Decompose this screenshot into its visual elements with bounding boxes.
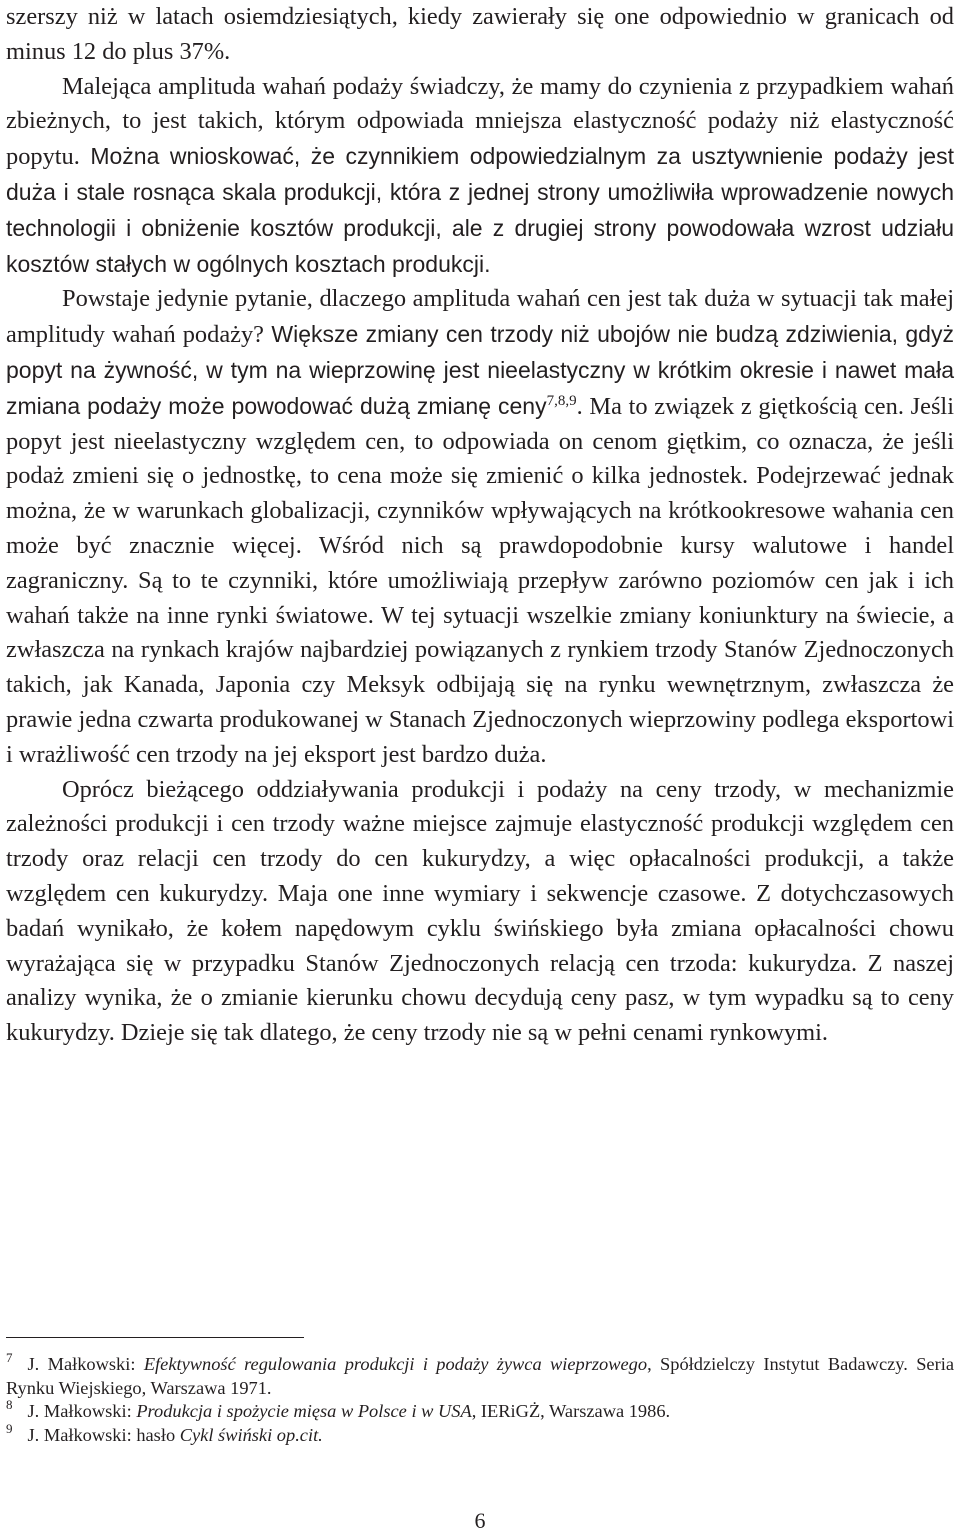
body-text	[6, 0, 954, 1051]
footnote-number: 9	[6, 1420, 13, 1436]
footnote-author: J. Małkowski:	[27, 1354, 144, 1374]
footnote-7	[6, 1350, 954, 1400]
footnote-rest: , Spółdzielczy Instytut Badawczy. Seria Rynku Wiejskiego, Warszawa 1971.	[6, 1354, 954, 1398]
page-number: 6	[474, 1508, 486, 1533]
paragraph-supply-amplitude	[6, 70, 954, 283]
paragraph-text: Powstaje jedynie pytanie, dlaczego amplituda wahań cen jest tak duża w sytuacji tak małej amplitudy wahań podaży?	[6, 285, 954, 349]
paragraph-text: Malejąca amplituda wahań podaży świadczy, że mamy do czynienia z przypadkiem wahań zbieżnych, to jest takich, którym odpowiada mniejsza elastyczność podaży niż elastyczność popytu.	[6, 72, 954, 171]
footnote-title: Cykl świński op.cit.	[179, 1424, 323, 1445]
paragraph-price-amplitude	[6, 282, 954, 772]
paragraph-text-sans: Większe zmiany cen trzody niż ubojów nie budzą zdziwienia, gdyż popyt na żywność, w tym na wieprzowinę jest nieelastyczny w krótkim okresie i nawet mała zmiana podaży może powodować dużą zmianę ceny	[6, 321, 954, 419]
paragraph-continued	[6, 0, 954, 70]
footnote-9	[6, 1420, 954, 1448]
footnote-separator	[6, 1337, 304, 1338]
paragraph-production-elasticity	[6, 773, 954, 1051]
footnote-author: J. Małkowski:	[27, 1401, 137, 1421]
footnote-number: 7	[6, 1350, 13, 1365]
footnote-author: J. Małkowski: hasło	[27, 1424, 180, 1445]
paragraph-text: Oprócz bieżącego oddziaływania produkcji i podaży na ceny trzody, w mechanizmie zależności produkcji i cen trzody ważne miejsce zajmuje elastyczność produkcji względem cen trzody oraz relacji cen trzody do cen kukurydzy, a więc opłacalności produkcji, a także względem cen kukurydzy. Maja one inne wymiary i sekwencje czasowe. Z dotychczasowych badań wynikało, że kołem napędowym cyklu świńskiego była zmiana opłacalności chowu wyrażająca się w przypadku Stanów Zjednoczonych relacją cen trzoda: kukurydza. Z naszej analizy wynika, że o zmianie kierunku chowu decydują ceny pasz, w tym wypadku są to ceny kukurydzy. Dzieje się tak dlatego, że ceny trzody nie są w pełni cenami rynkowymi.	[6, 775, 954, 1047]
footnote-title: Produkcja i spożycie mięsa w Polsce i w USA	[136, 1401, 472, 1421]
footnotes	[6, 1350, 954, 1447]
footnote-title: Efektywność regulowania produkcji i podaży żywca wieprzowego	[143, 1354, 648, 1374]
footnote-reference: 7,8,9	[546, 392, 577, 409]
footnote-8	[6, 1397, 954, 1424]
paragraph-text: szerszy niż w latach osiemdziesiątych, kiedy zawierały się one odpowiednio w granicach od minus 12 do plus 37%.	[6, 3, 954, 65]
paragraph-text-sans: Można wnioskować, że czynnikiem odpowiedzialnym za usztywnienie podaży jest duża i stale rosnąca skala produkcji, która z jednej strony umożliwiła wprowadzenie nowych technologii i obniżenie kosztów produkcji, ale z drugiej strony powodowała wzrost udziału kosztów stałych w ogólnych kosztach produkcji.	[6, 143, 954, 277]
footnote-number: 8	[6, 1397, 13, 1412]
paragraph-text: . Ma to związek z giętkością cen. Jeśli popyt jest nieelastyczny względem cen, to odpowiada on cenom giętkim, co oznacza, że jeśli podaż zmieni się o jednostkę, to cena może się zmienić o kilka jednostek. Podejrzewać jednak można, że w warunkach globalizacji, czynników wpływających na krótkookresowe wahania cen może być znacznie więcej. Wśród nich są prawdopodobnie kursy walutowe i handel zagraniczny. Są to te czynniki, które umożliwiają przepływ zarówno poziomów cen jak i ich wahań także na inne rynki światowe. W tej sytuacji wszelkie zmiany koniunktury na świecie, a zwłaszcza na rynkach krajów najbardziej powiązanych z rynkiem trzody Stanów Zjednoczonych takich, jak Kanada, Japonia czy Meksyk odbijają się na rynku wewnętrznym, zwłaszcza że prawie jedna czwarta produkowanej w Stanach Zjednoczonych wieprzowiny podlega eksportowi i wrażliwość cen trzody na jej eksport jest bardzo duża.	[6, 392, 954, 768]
footnote-rest: , IERiGŻ, Warszawa 1986.	[471, 1401, 671, 1421]
